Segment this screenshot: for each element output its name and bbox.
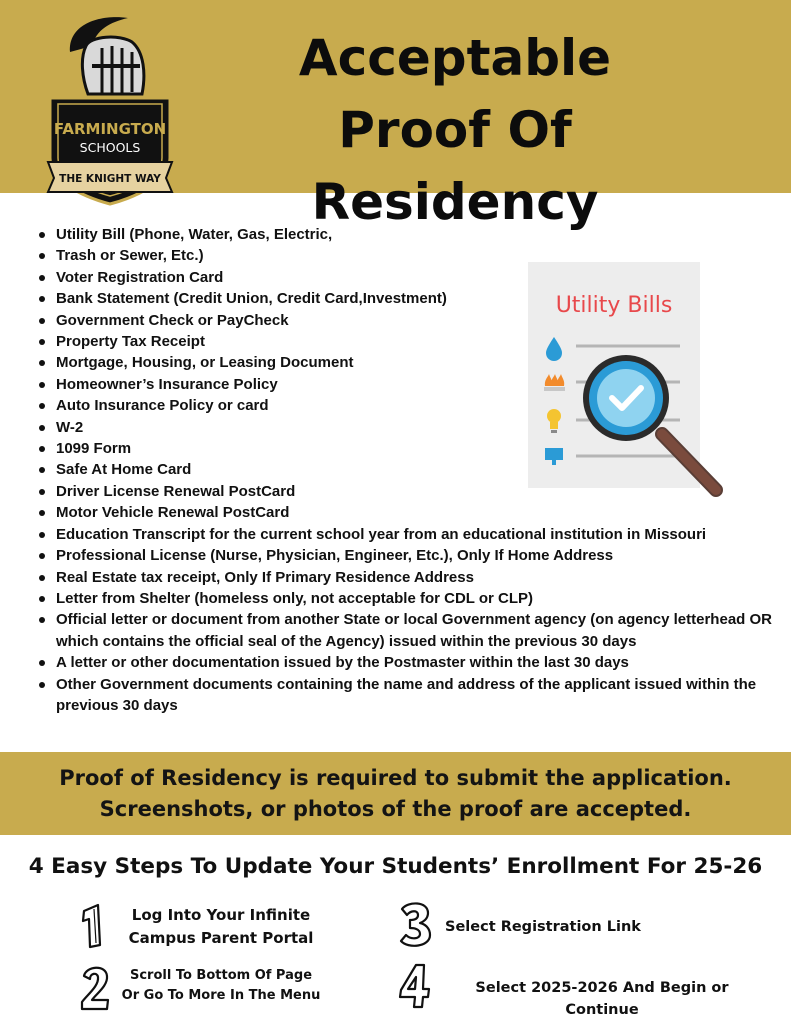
- list-item: Homeowner’s Insurance Policy: [38, 374, 778, 395]
- notice-line1: Proof of Residency is required to submit the application.: [59, 766, 732, 790]
- list-item: Safe At Home Card: [38, 459, 778, 480]
- logo-line2: SCHOOLS: [79, 140, 141, 155]
- step-1-line2: Campus Parent Portal: [128, 929, 314, 947]
- step-2-line1: Scroll To Bottom Of Page: [129, 968, 313, 983]
- list-item: 1099 Form: [38, 438, 778, 459]
- list-item: Real Estate tax receipt, Only If Primary Residence Address: [38, 567, 778, 588]
- list-item: Auto Insurance Policy or card: [38, 395, 778, 416]
- logo-line1: FARMINGTON: [53, 120, 167, 138]
- steps-heading: 4 Easy Steps To Update Your Students’ Enrollment For 25-26: [28, 854, 763, 879]
- utility-bills-illustration: [520, 258, 735, 503]
- list-item: Property Tax Receipt: [38, 331, 778, 352]
- list-item: Bank Statement (Credit Union, Credit Card,Investment): [38, 288, 778, 309]
- list-item: Utility Bill (Phone, Water, Gas, Electric,: [38, 224, 346, 245]
- page-title-line1: Acceptable: [298, 29, 612, 87]
- list-item: Other Government documents containing the name and address of the applicant issued within the previous 30 days: [38, 674, 778, 717]
- step-3-text: Select Registration Link: [445, 919, 641, 935]
- step-4-icon: [396, 961, 436, 1011]
- list-item: Professional License (Nurse, Physician, Engineer, Etc.), Only If Home Address: [38, 545, 778, 566]
- page-title: [190, 22, 720, 238]
- farmington-schools-logo: [40, 12, 180, 208]
- list-item: A letter or other documentation issued by the Postmaster within the last 30 days: [38, 652, 778, 673]
- step-1-text: [112, 904, 330, 950]
- step-2-line2: Or Go To More In The Menu: [121, 988, 321, 1003]
- illustration-title: Utility Bills: [555, 293, 673, 318]
- notice-line2: Screenshots, or photos of the proof are accepted.: [99, 797, 692, 821]
- page-title-line2: Proof Of Residency: [311, 101, 599, 231]
- step-4-text: Select 2025-2026 And Begin or Continue: [475, 980, 729, 1018]
- list-item: Voter Registration Card: [38, 267, 778, 288]
- list-item: Official letter or document from another State or local Government agency (on agency letterhead OR which contains the official seal of the Agency) issued within the previous 30 days: [38, 609, 778, 652]
- notice-banner: [0, 752, 791, 835]
- step-3-icon: [396, 899, 436, 949]
- list-item: Education Transcript for the current school year from an educational institution in Missouri: [38, 524, 778, 545]
- list-item: Mortgage, Housing, or Leasing Document: [38, 352, 778, 373]
- step-2-text: [112, 966, 330, 1006]
- list-item: Driver License Renewal PostCard: [38, 481, 778, 502]
- step-1-line1: Log Into Your Infinite: [131, 906, 311, 924]
- step-1-icon: [74, 901, 114, 951]
- list-item: Letter from Shelter (homeless only, not acceptable for CDL or CLP): [38, 588, 778, 609]
- list-item: Government Check or PayCheck: [38, 310, 778, 331]
- step-2-icon: [76, 962, 116, 1012]
- list-item: W-2: [38, 417, 778, 438]
- logo-banner-text: THE KNIGHT WAY: [59, 173, 161, 185]
- list-item: Trash or Sewer, Etc.): [38, 245, 346, 266]
- list-item: Motor Vehicle Renewal PostCard: [38, 502, 778, 523]
